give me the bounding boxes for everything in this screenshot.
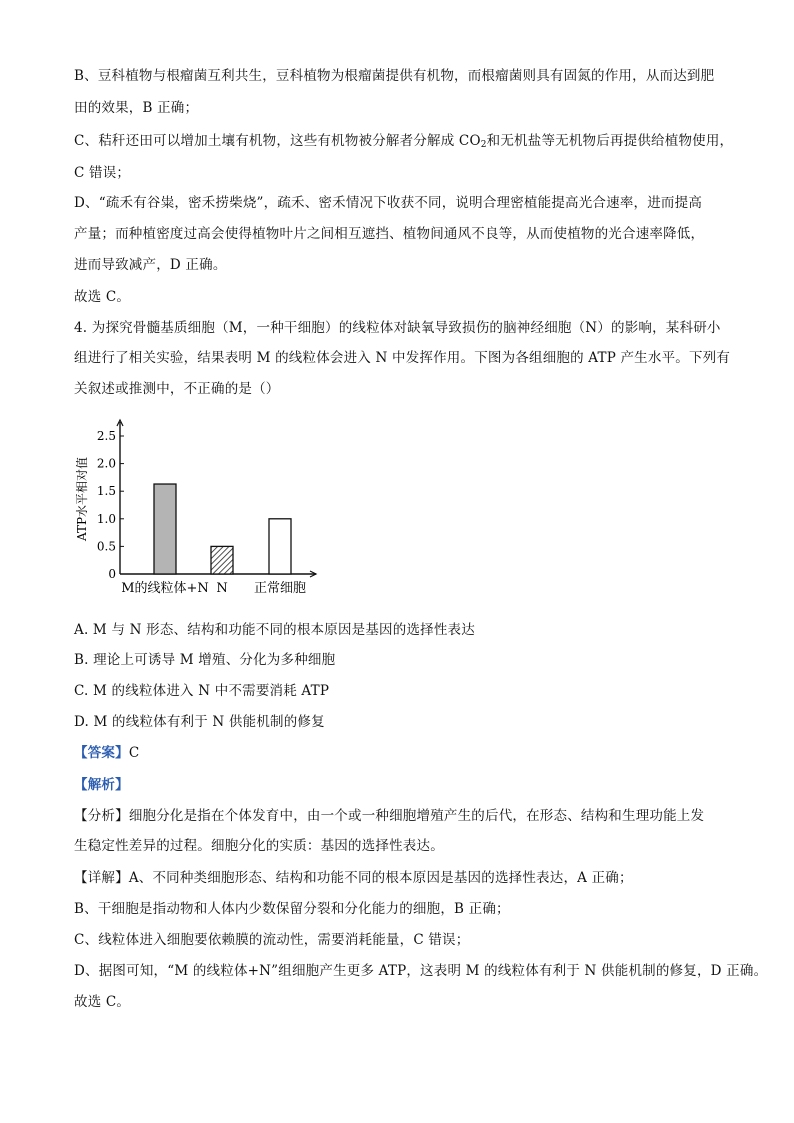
x-category-label: M的线粒体+N (121, 581, 209, 596)
answer-row (74, 743, 724, 763)
prev-conclusion: 故选 C。 (74, 289, 131, 305)
prev-option-b-line1: B、豆科植物与根瘤菌互利共生，豆科植物为根瘤菌提供有机物，而根瘤菌则具有固氮的作用，从而达到肥 (74, 68, 715, 84)
xiangjie-conclusion: 故选 C。 (74, 994, 131, 1010)
question-line3: 关叙述或推测中，不正确的是（） (74, 381, 280, 397)
prev-option-b-line2: 田的效果，B 正确； (74, 100, 199, 116)
y-tick-label: 0 (108, 567, 116, 581)
bar-2 (211, 546, 233, 574)
y-tick-label: 2.5 (96, 429, 116, 443)
prev-option-c-line2: C 错误； (74, 165, 131, 181)
x-category-label: N (216, 581, 228, 596)
option-d: D. M 的线粒体有利于 N 供能机制的修复 (74, 714, 325, 730)
bar-3 (269, 519, 291, 574)
xiangjie-line-d: D、据图可知，“M 的线粒体+N”组细胞产生更多 ATP，这表明 M 的线粒体有利于 N 供能机制的修复，D 正确。 (74, 963, 768, 979)
y-tick-label: 2.0 (96, 456, 116, 471)
option-b: B. 理论上可诱导 M 增殖、分化为多种细胞 (74, 652, 336, 668)
prev-option-c-text-a: C、秸秆还田可以增加土壤有机物，这些有机物被分解者分解成 CO (74, 133, 481, 149)
chart-svg (74, 418, 334, 608)
prev-option-c-line1 (74, 131, 734, 155)
x-category-label: 正常细胞 (253, 581, 307, 596)
xiangjie-tag: 【详解】 (74, 870, 129, 886)
option-c: C. M 的线粒体进入 N 中不需要消耗 ATP (74, 683, 330, 699)
analysis-tag: 【解析】 (74, 777, 129, 793)
xiangjie-a-text: A、不同种类细胞形态、结构和功能不同的根本原因是基因的选择性表达，A 正确； (128, 870, 633, 886)
question-line2: 组进行了相关实验，结果表明 M 的线粒体会进入 N 中发挥作用。下图为各组细胞的 ATP 产生水平。下列有 (74, 350, 731, 366)
y-tick-label: 0.5 (96, 539, 116, 554)
xiangjie-line-b: B、干细胞是指动物和人体内少数保留分裂和分化能力的细胞，B 正确； (74, 901, 510, 917)
prev-option-d-line2: 产量；而种植密度过高会使得植物叶片之间相互遮挡、植物间通风不良等，从而使植物的光合速率降低， (74, 226, 705, 242)
fenxi-text: 细胞分化是指在个体发育中，由一个或一种细胞增殖产生的后代，在形态、结构和生理功能上发 (128, 808, 705, 824)
chart-layer (74, 420, 316, 596)
prev-option-d-line3: 进而导致减产，D 正确。 (74, 257, 227, 273)
fenxi-tag: 【分析】 (74, 808, 129, 824)
option-a: A. M 与 N 形态、结构和功能不同的根本原因是基因的选择性表达 (74, 622, 475, 638)
answer-value: C (128, 745, 140, 761)
question-line1: 4. 为探究骨髓基质细胞（M，一种干细胞）的线粒体对缺氧导致损伤的脑神经细胞（N）的影响，某科研小 (74, 320, 721, 336)
y-axis-label: ATP水平相对值 (75, 456, 89, 542)
fenxi-line1 (74, 806, 724, 826)
fenxi-line2: 生稳定性差异的过程。细胞分化的实质：基因的选择性表达。 (74, 838, 444, 854)
co2-subscript: 2 (480, 140, 487, 150)
answer-tag: 【答案】 (74, 745, 129, 761)
prev-option-c-text-b: 和无机盐等无机物后再提供给植物使用， (486, 133, 734, 149)
xiangjie-line-c: C、线粒体进入细胞要依赖膜的流动性，需要消耗能量，C 错误； (74, 932, 470, 948)
xiangjie-line-a (74, 868, 724, 888)
y-tick-label: 1.0 (96, 511, 116, 526)
atp-bar-chart (74, 418, 334, 608)
y-tick-label: 1.5 (96, 484, 116, 499)
prev-option-d-line1: D、“疏禾有谷粜，密禾捞柴烧”，疏禾、密禾情况下收获不同，说明合理密植能提高光合速率，进而提高 (74, 195, 703, 211)
bar-1 (154, 484, 176, 574)
analysis-row (74, 775, 724, 795)
